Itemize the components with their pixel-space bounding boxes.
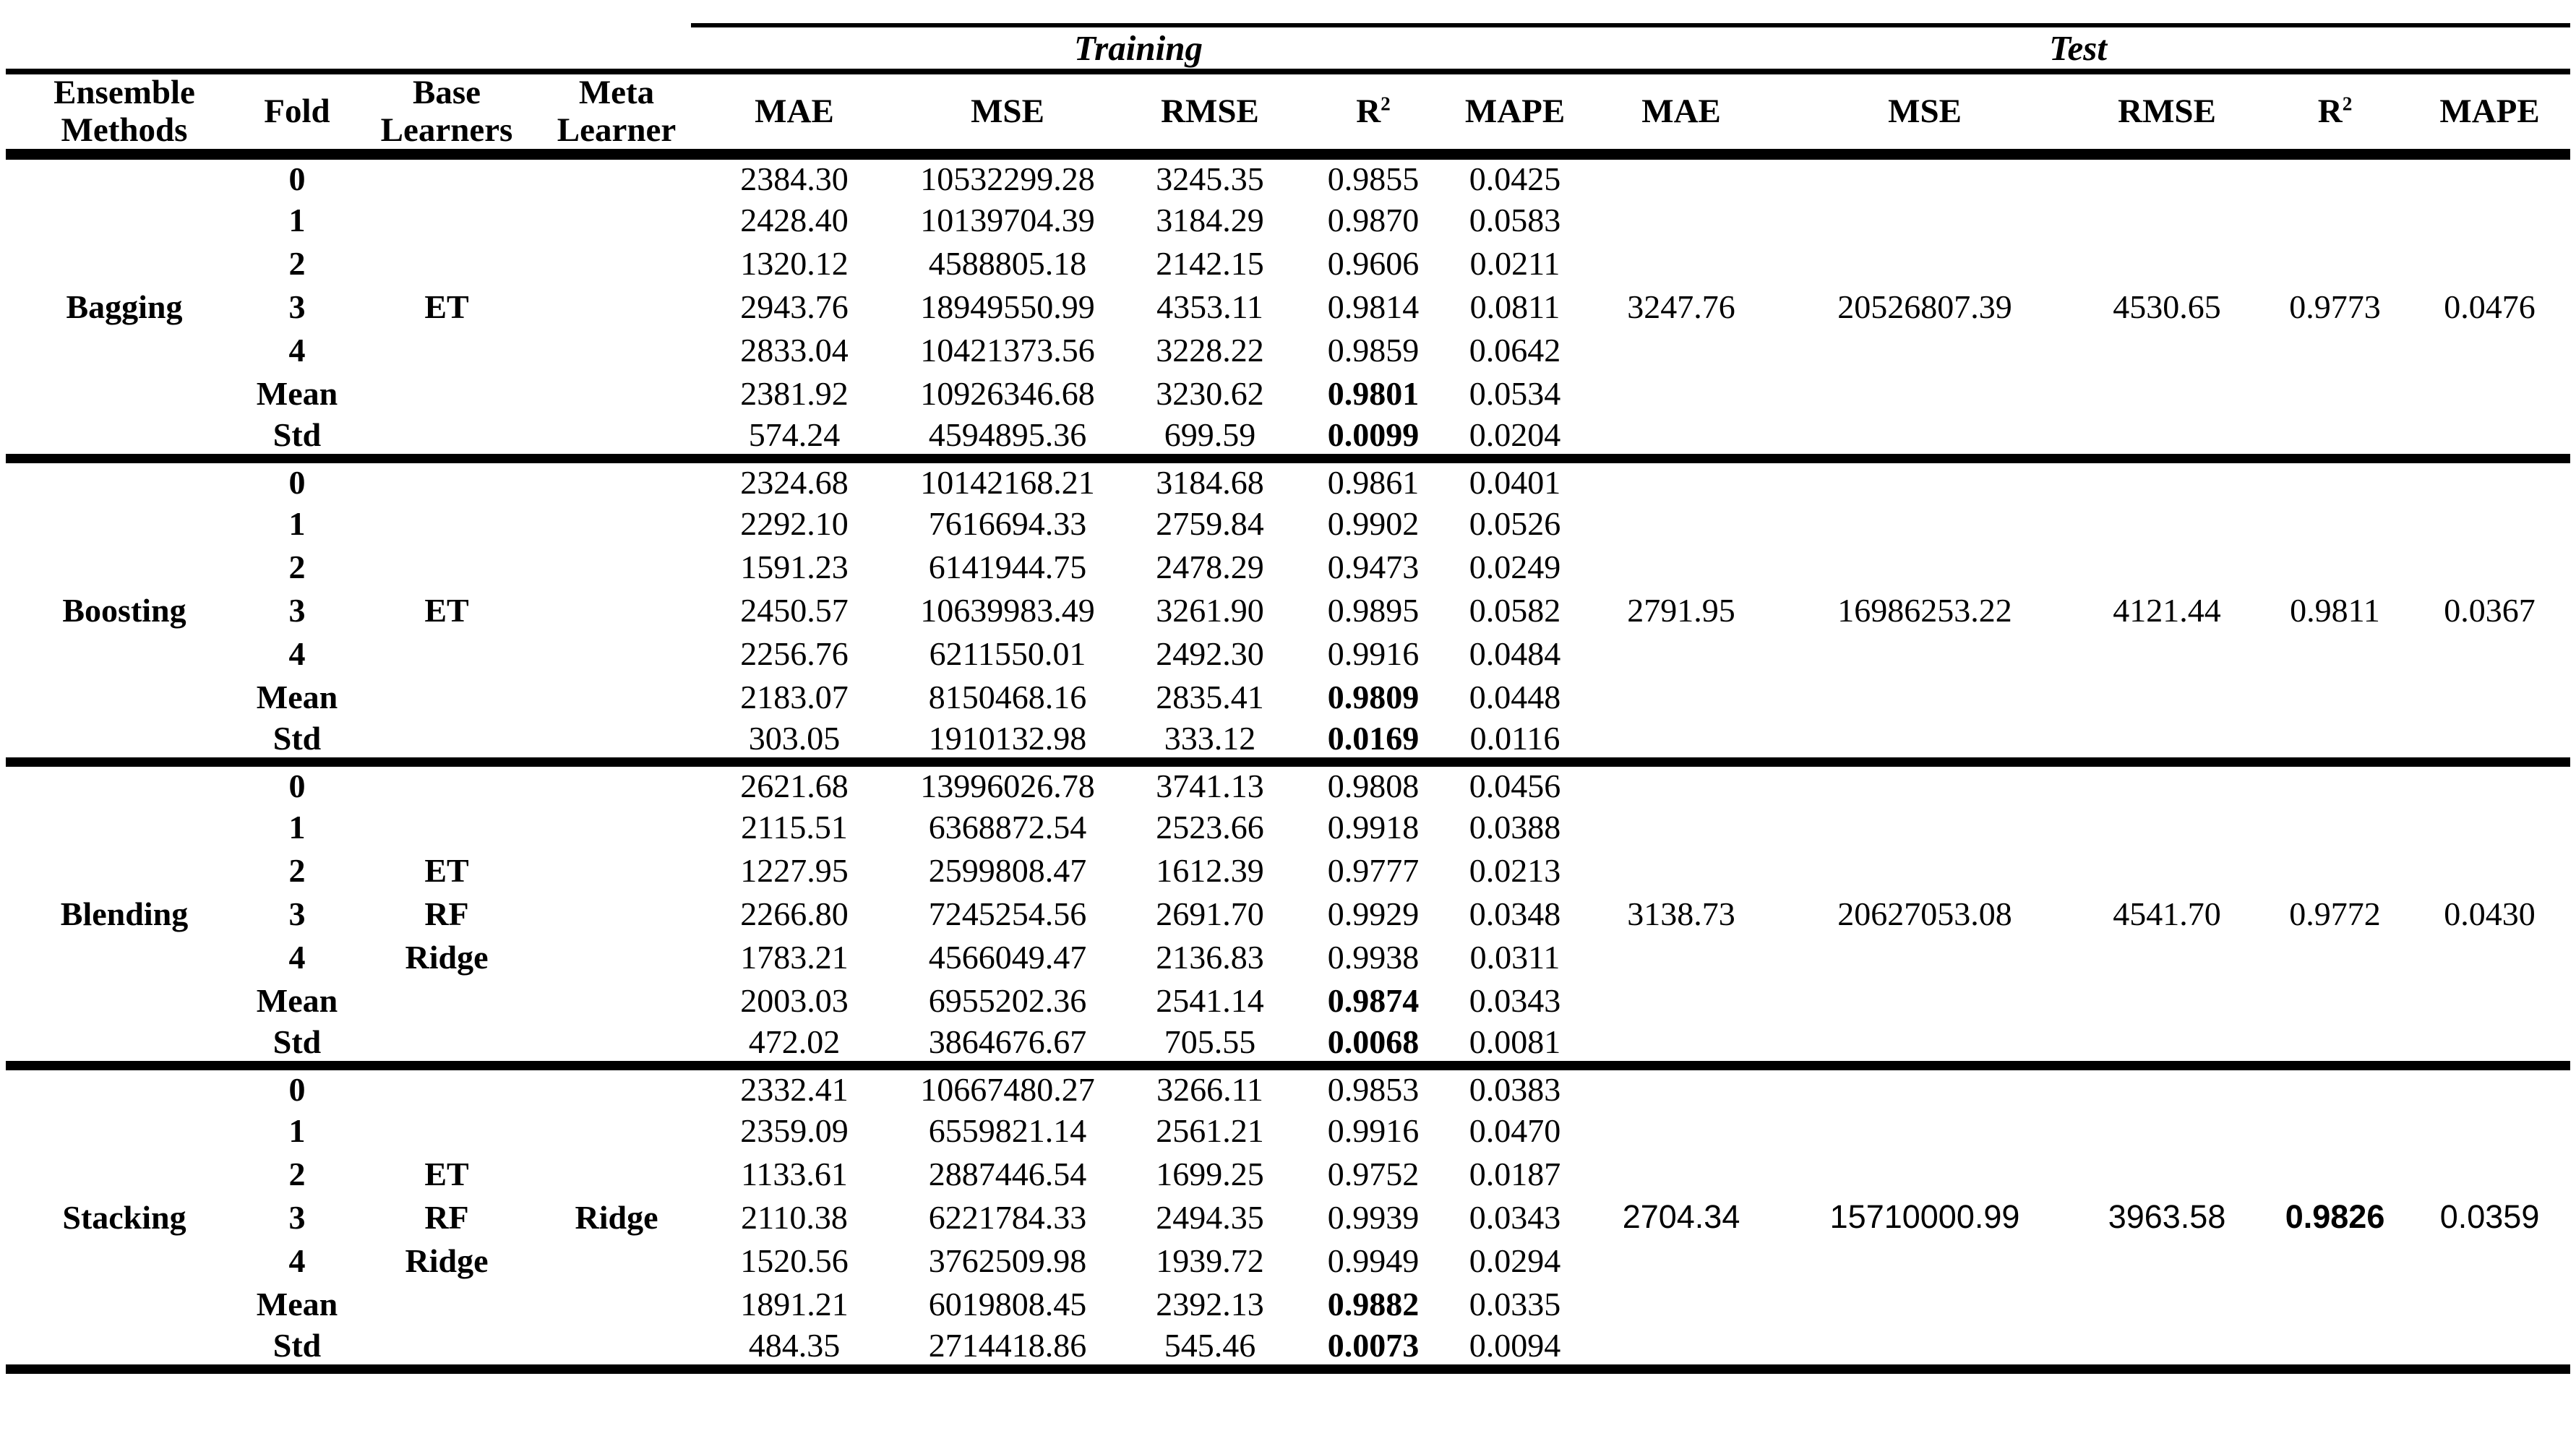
fold-cell: Mean — [256, 981, 338, 1019]
train-rmse-cell: 3184.68 — [1156, 464, 1264, 502]
train-mape-cell: 0.0484 — [1469, 635, 1561, 672]
train-mse-cell: 4588805.18 — [928, 244, 1087, 282]
meta-learner-cell — [542, 718, 691, 762]
header-line: Meta — [578, 74, 655, 111]
base-learner-cell — [351, 545, 542, 588]
train-r2-cell: 0.9814 — [1327, 288, 1420, 325]
meta-learner-cell — [542, 1109, 691, 1152]
train-rmse-cell: 2759.84 — [1156, 504, 1264, 542]
train-mse-cell: 6221784.33 — [928, 1198, 1087, 1236]
header-line: Ensemble — [53, 74, 195, 111]
train-mae-cell: 2332.41 — [740, 1071, 849, 1109]
train-mse-cell: 6955202.36 — [928, 981, 1087, 1019]
train-mse-cell: 6368872.54 — [928, 808, 1087, 846]
train-r2-cell: 0.9895 — [1327, 591, 1420, 629]
base-learner-cell: ET — [424, 1155, 469, 1192]
train-mape-cell: 0.0213 — [1469, 851, 1561, 889]
train-mape-cell: 0.0335 — [1469, 1285, 1561, 1323]
header-line: Methods — [61, 111, 188, 149]
train-mse-cell: 2599808.47 — [928, 851, 1087, 889]
train-rmse-cell: 3184.29 — [1156, 201, 1264, 238]
fold-cell: 0 — [288, 160, 306, 198]
train-rmse-cell: 545.46 — [1164, 1326, 1256, 1364]
test-mae-header: MAE — [1586, 72, 1777, 155]
meta-learner-header — [542, 72, 691, 155]
train-r2-cell: 0.9918 — [1327, 808, 1420, 846]
method-name-cell: Boosting — [62, 591, 186, 629]
fold-cell: 2 — [288, 1155, 306, 1192]
base-learner-cell — [351, 718, 542, 762]
train-mape-cell: 0.0081 — [1469, 1023, 1561, 1060]
meta-learner-cell — [542, 198, 691, 241]
train-r2-cell: 0.9473 — [1327, 548, 1420, 585]
header-line: Base — [413, 74, 481, 111]
train-mse-cell: 7616694.33 — [928, 504, 1087, 542]
train-mape-cell: 0.0401 — [1469, 464, 1561, 502]
method-block-bagging — [6, 155, 2570, 459]
train-rmse-cell: 2142.15 — [1156, 244, 1264, 282]
train-mape-cell: 0.0211 — [1469, 244, 1560, 282]
train-rmse-cell: 3230.62 — [1156, 374, 1264, 412]
fold-cell: 2 — [288, 244, 306, 282]
method-name-cell: Bagging — [66, 288, 183, 326]
fold-cell: Std — [272, 1326, 322, 1364]
train-mape-cell: 0.0425 — [1469, 160, 1561, 198]
train-mae-cell: 1591.23 — [740, 548, 849, 585]
train-rmse-cell: 2494.35 — [1156, 1198, 1264, 1236]
meta-learner-cell — [542, 1239, 691, 1282]
method-block-stacking — [6, 1065, 2570, 1369]
test-mse-cell: 20526807.39 — [1837, 288, 2012, 326]
train-mse-cell: 10142168.21 — [920, 464, 1095, 502]
train-mape-cell: 0.0311 — [1469, 938, 1560, 976]
train-r2-cell: 0.9929 — [1327, 895, 1420, 932]
train-r2-cell: 0.9939 — [1327, 1198, 1420, 1236]
base-learner-cell — [351, 632, 542, 675]
train-rmse-cell: 699.59 — [1164, 416, 1256, 453]
train-rmse-cell: 1612.39 — [1156, 851, 1264, 889]
base-learner-cell: ET — [424, 288, 469, 325]
fold-cell: Std — [272, 416, 322, 453]
test-mae-cell: 3247.76 — [1627, 288, 1735, 326]
test-r2-cell: 0.9811 — [2290, 591, 2380, 629]
fold-cell: 1 — [288, 201, 306, 238]
train-mse-cell: 4566049.47 — [928, 938, 1087, 976]
train-mse-cell: 3864676.67 — [928, 1023, 1087, 1060]
train-mape-header: MAPE — [1444, 72, 1586, 155]
train-rmse-cell: 2478.29 — [1156, 548, 1264, 585]
fold-cell: 1 — [288, 1112, 306, 1149]
test-mae-cell: 2704.34 — [1622, 1198, 1740, 1236]
method-block-boosting — [6, 458, 2570, 762]
train-mse-cell: 6019808.45 — [928, 1285, 1087, 1323]
train-mape-cell: 0.0383 — [1469, 1071, 1561, 1109]
test-mape-cell: 0.0359 — [2439, 1198, 2540, 1236]
train-mse-cell: 6211550.01 — [929, 635, 1086, 672]
data-row — [6, 1065, 2570, 1109]
train-mape-cell: 0.0094 — [1469, 1326, 1561, 1364]
train-mape-cell: 0.0582 — [1469, 591, 1561, 629]
test-r2-cell: 0.9773 — [2289, 288, 2381, 326]
test-r2-header — [2261, 72, 2409, 155]
train-mae-cell: 2266.80 — [740, 895, 849, 932]
train-mse-cell: 8150468.16 — [928, 678, 1087, 715]
train-mse-cell: 7245254.56 — [928, 895, 1087, 932]
meta-learner-cell — [542, 155, 691, 199]
train-mae-cell: 1133.61 — [741, 1155, 848, 1192]
train-rmse-cell: 2136.83 — [1156, 938, 1264, 976]
meta-learner-cell — [542, 415, 691, 458]
train-mape-cell: 0.0343 — [1469, 981, 1561, 1019]
meta-learner-cell — [542, 805, 691, 848]
fold-cell: Mean — [256, 374, 338, 412]
train-mse-cell: 6559821.14 — [928, 1112, 1087, 1149]
train-rmse-header: RMSE — [1117, 72, 1302, 155]
train-mse-cell: 2887446.54 — [928, 1155, 1087, 1192]
train-mape-cell: 0.0348 — [1469, 895, 1561, 932]
test-group-header: Test — [1586, 25, 2570, 72]
meta-learner-cell — [542, 502, 691, 545]
train-mape-cell: 0.0204 — [1469, 416, 1561, 453]
fold-cell: 0 — [288, 768, 306, 805]
train-mse-cell: 10139704.39 — [920, 201, 1095, 238]
train-mape-cell: 0.0116 — [1469, 719, 1560, 757]
train-mae-cell: 2833.04 — [740, 331, 849, 369]
train-mse-cell: 6141944.75 — [928, 548, 1087, 585]
fold-header: Fold — [243, 72, 351, 155]
train-mape-cell: 0.0526 — [1469, 504, 1561, 542]
test-rmse-cell: 4530.65 — [2113, 288, 2221, 326]
train-mse-cell: 10639983.49 — [920, 591, 1095, 629]
train-mse-cell: 10532299.28 — [920, 160, 1095, 198]
train-mae-header: MAE — [691, 72, 898, 155]
train-r2-cell: 0.9855 — [1327, 160, 1420, 198]
test-mape-cell: 0.0367 — [2444, 591, 2536, 629]
meta-learner-cell: Ridge — [575, 1198, 658, 1236]
train-mse-cell: 1910132.98 — [928, 719, 1087, 757]
train-rmse-cell: 3741.13 — [1156, 768, 1264, 805]
fold-cell: Mean — [256, 1285, 338, 1323]
train-r2-cell: 0.9902 — [1327, 504, 1420, 542]
r-label: R — [2317, 92, 2343, 130]
meta-learner-cell — [542, 241, 691, 285]
train-mape-cell: 0.0294 — [1469, 1242, 1561, 1279]
base-learner-cell — [351, 198, 542, 241]
base-learner-cell — [351, 1022, 542, 1065]
test-mape-cell: 0.0430 — [2444, 895, 2536, 932]
train-mae-cell: 472.02 — [748, 1023, 841, 1060]
train-mape-cell: 0.0388 — [1469, 808, 1561, 846]
meta-learner-cell — [542, 762, 691, 805]
ensemble-methods-header — [6, 72, 243, 155]
train-mse-cell: 13996026.78 — [920, 768, 1095, 805]
train-mae-cell: 1783.21 — [740, 938, 849, 976]
train-r2-cell: 0.9938 — [1327, 938, 1420, 976]
fold-cell: 3 — [288, 288, 306, 325]
train-mae-cell: 2003.03 — [740, 981, 849, 1019]
train-mse-cell: 3762509.98 — [928, 1242, 1087, 1279]
train-rmse-cell: 2392.13 — [1156, 1285, 1264, 1323]
meta-learner-cell — [542, 1325, 691, 1369]
train-mae-cell: 2381.92 — [740, 374, 849, 412]
base-learner-cell: Ridge — [405, 1242, 489, 1279]
train-mae-cell: 2450.57 — [740, 591, 849, 629]
meta-learner-cell — [542, 892, 691, 935]
train-mae-cell: 2256.76 — [740, 635, 849, 672]
ensemble-metrics-table — [6, 23, 2570, 1374]
train-mae-cell: 2183.07 — [740, 678, 849, 715]
base-learner-cell — [351, 805, 542, 848]
test-r2-cell: 0.9826 — [2285, 1198, 2385, 1236]
fold-cell: 0 — [288, 1071, 306, 1109]
method-name-cell: Stacking — [62, 1198, 186, 1236]
train-mae-cell: 2621.68 — [740, 768, 849, 805]
test-rmse-cell: 4541.70 — [2113, 895, 2221, 932]
train-mse-cell: 2714418.86 — [928, 1326, 1087, 1364]
train-rmse-cell: 2561.21 — [1156, 1112, 1264, 1149]
meta-learner-cell — [542, 848, 691, 892]
train-mae-cell: 2384.30 — [740, 160, 849, 198]
train-r2-cell: 0.9853 — [1327, 1071, 1420, 1109]
header-line: Learner — [557, 111, 677, 149]
fold-cell: 1 — [288, 504, 306, 542]
base-learner-cell — [351, 155, 542, 199]
meta-learner-cell — [542, 675, 691, 718]
train-mae-cell: 574.24 — [748, 416, 841, 453]
train-mae-cell: 1520.56 — [740, 1242, 849, 1279]
train-mape-cell: 0.0642 — [1469, 331, 1561, 369]
fold-cell: 3 — [288, 591, 306, 629]
train-mape-cell: 0.0343 — [1469, 1198, 1561, 1236]
test-r2-cell: 0.9772 — [2289, 895, 2381, 932]
train-mse-cell: 18949550.99 — [920, 288, 1095, 325]
train-rmse-cell: 2691.70 — [1156, 895, 1264, 932]
meta-learner-cell — [542, 588, 691, 632]
train-mae-cell: 1227.95 — [740, 851, 849, 889]
data-row — [6, 155, 2570, 199]
base-learner-cell — [351, 502, 542, 545]
train-mse-cell: 10421373.56 — [920, 331, 1095, 369]
test-rmse-cell: 3963.58 — [2108, 1198, 2226, 1236]
base-learner-cell: ET — [424, 851, 469, 889]
table-header — [6, 25, 2570, 155]
group-header-spacer — [6, 25, 691, 72]
base-learner-cell: RF — [424, 1198, 469, 1236]
fold-cell: 4 — [288, 635, 306, 672]
train-rmse-cell: 1699.25 — [1156, 1155, 1264, 1192]
column-header-row — [6, 72, 2570, 155]
base-learner-cell: RF — [424, 895, 469, 932]
train-rmse-cell: 3228.22 — [1156, 331, 1264, 369]
base-learner-cell — [351, 1282, 542, 1325]
base-learner-cell — [351, 1325, 542, 1369]
data-row — [6, 458, 2570, 502]
train-rmse-cell: 2492.30 — [1156, 635, 1264, 672]
test-mse-cell: 16986253.22 — [1837, 591, 2012, 629]
meta-learner-cell — [542, 1065, 691, 1109]
train-r2-cell: 0.9777 — [1327, 851, 1420, 889]
base-learners-header — [351, 72, 542, 155]
test-mape-header: MAPE — [2409, 72, 2570, 155]
train-mape-cell: 0.0187 — [1469, 1155, 1561, 1192]
train-r2-cell: 0.9808 — [1327, 768, 1420, 805]
test-rmse-cell: 4121.44 — [2113, 591, 2221, 629]
test-mae-cell: 2791.95 — [1627, 591, 1735, 629]
train-mse-cell: 4594895.36 — [928, 416, 1087, 453]
fold-cell: 2 — [288, 851, 306, 889]
meta-learner-cell — [542, 632, 691, 675]
r-label: R — [1356, 92, 1381, 130]
train-rmse-cell: 3261.90 — [1156, 591, 1264, 629]
train-mape-cell: 0.0448 — [1469, 678, 1561, 715]
train-r2-cell: 0.9809 — [1327, 678, 1420, 715]
train-r2-cell: 0.9916 — [1327, 1112, 1420, 1149]
train-rmse-cell: 705.55 — [1164, 1023, 1256, 1060]
fold-cell: Std — [272, 1023, 322, 1060]
meta-learner-cell — [542, 285, 691, 328]
test-mape-cell: 0.0476 — [2444, 288, 2536, 326]
meta-learner-cell — [542, 979, 691, 1022]
fold-cell: Std — [272, 719, 322, 757]
train-rmse-cell: 2523.66 — [1156, 808, 1264, 846]
train-mse-cell: 10667480.27 — [920, 1071, 1095, 1109]
train-mape-cell: 0.0534 — [1469, 374, 1561, 412]
train-rmse-cell: 2835.41 — [1156, 678, 1264, 715]
base-learner-cell — [351, 328, 542, 371]
train-rmse-cell: 2541.14 — [1156, 981, 1264, 1019]
base-learner-cell: Ridge — [405, 938, 489, 976]
train-mae-cell: 303.05 — [748, 719, 841, 757]
meta-learner-cell — [542, 1282, 691, 1325]
base-learner-cell — [351, 458, 542, 502]
train-mae-cell: 2292.10 — [740, 504, 849, 542]
superscript-2: 2 — [1381, 93, 1391, 115]
train-mae-cell: 1320.12 — [740, 244, 849, 282]
train-rmse-cell: 1939.72 — [1156, 1242, 1264, 1279]
train-r2-cell: 0.9859 — [1327, 331, 1420, 369]
base-learner-cell — [351, 371, 542, 415]
train-r2-cell: 0.9752 — [1327, 1155, 1420, 1192]
train-r2-cell: 0.9949 — [1327, 1242, 1420, 1279]
fold-cell: 1 — [288, 808, 306, 846]
train-mse-cell: 10926346.68 — [920, 374, 1095, 412]
test-mae-cell: 3138.73 — [1627, 895, 1735, 932]
test-rmse-header: RMSE — [2073, 72, 2261, 155]
test-mse-cell: 20627053.08 — [1837, 895, 2012, 932]
train-mape-cell: 0.0811 — [1469, 288, 1560, 325]
train-mae-cell: 2359.09 — [740, 1112, 849, 1149]
fold-cell: 3 — [288, 895, 306, 932]
base-learner-cell — [351, 415, 542, 458]
train-r2-cell: 0.0073 — [1327, 1326, 1420, 1364]
train-mae-cell: 2428.40 — [740, 201, 849, 238]
superscript-2: 2 — [2342, 93, 2353, 115]
train-mape-cell: 0.0583 — [1469, 201, 1561, 238]
train-mse-header: MSE — [898, 72, 1117, 155]
fold-cell: 4 — [288, 331, 306, 369]
train-r2-cell: 0.0169 — [1327, 719, 1420, 757]
train-mape-cell: 0.0456 — [1469, 768, 1561, 805]
meta-learner-cell — [542, 545, 691, 588]
meta-learner-cell — [542, 1152, 691, 1195]
fold-cell: 4 — [288, 938, 306, 976]
train-rmse-cell: 4353.11 — [1156, 288, 1263, 325]
meta-learner-cell — [542, 371, 691, 415]
train-r2-header — [1302, 72, 1444, 155]
meta-learner-cell — [542, 458, 691, 502]
test-mse-header: MSE — [1777, 72, 2073, 155]
train-mae-cell: 484.35 — [748, 1326, 841, 1364]
train-rmse-cell: 3245.35 — [1156, 160, 1264, 198]
base-learner-cell — [351, 762, 542, 805]
train-mape-cell: 0.0470 — [1469, 1112, 1561, 1149]
train-mae-cell: 2943.76 — [740, 288, 849, 325]
method-name-cell: Blending — [60, 895, 189, 932]
meta-learner-cell — [542, 1022, 691, 1065]
group-header-row — [6, 25, 2570, 72]
train-mae-cell: 2115.51 — [741, 808, 848, 846]
training-group-header: Training — [691, 25, 1586, 72]
train-r2-cell: 0.9801 — [1327, 374, 1420, 412]
train-r2-cell: 0.0099 — [1327, 416, 1420, 453]
train-r2-cell: 0.9916 — [1327, 635, 1420, 672]
train-r2-cell: 0.9606 — [1327, 244, 1420, 282]
base-learner-cell — [351, 1065, 542, 1109]
meta-learner-cell — [542, 935, 691, 979]
meta-learner-cell — [542, 328, 691, 371]
train-rmse-cell: 3266.11 — [1156, 1071, 1263, 1109]
train-r2-cell: 0.9861 — [1327, 464, 1420, 502]
base-learner-cell — [351, 979, 542, 1022]
fold-cell: 2 — [288, 548, 306, 585]
train-r2-cell: 0.9870 — [1327, 201, 1420, 238]
train-mae-cell: 1891.21 — [740, 1285, 849, 1323]
test-mse-cell: 15710000.99 — [1829, 1198, 2020, 1236]
fold-cell: Mean — [256, 678, 338, 715]
train-mape-cell: 0.0249 — [1469, 548, 1561, 585]
train-mae-cell: 2110.38 — [741, 1198, 848, 1236]
header-line: Learners — [380, 111, 513, 149]
train-r2-cell: 0.9882 — [1327, 1285, 1420, 1323]
base-learner-cell — [351, 241, 542, 285]
data-row — [6, 762, 2570, 805]
base-learner-cell — [351, 1109, 542, 1152]
train-r2-cell: 0.0068 — [1327, 1023, 1420, 1060]
base-learner-cell — [351, 675, 542, 718]
fold-cell: 3 — [288, 1198, 306, 1236]
train-r2-cell: 0.9874 — [1327, 981, 1420, 1019]
fold-cell: 0 — [288, 464, 306, 502]
base-learner-cell: ET — [424, 591, 469, 629]
train-mae-cell: 2324.68 — [740, 464, 849, 502]
method-block-blending — [6, 762, 2570, 1065]
fold-cell: 4 — [288, 1242, 306, 1279]
train-rmse-cell: 333.12 — [1164, 719, 1256, 757]
